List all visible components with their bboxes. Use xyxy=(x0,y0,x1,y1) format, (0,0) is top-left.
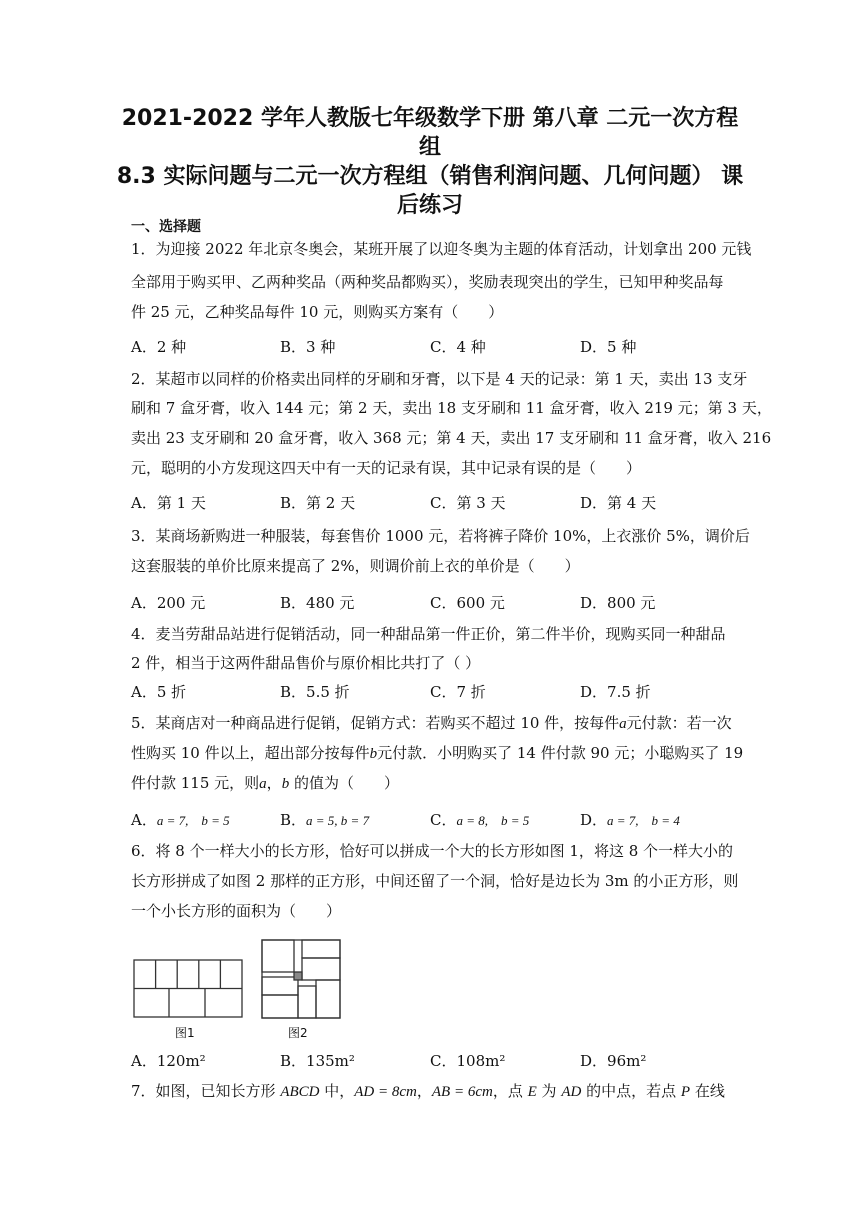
q4-line2: 2 件，相当于这两件甜品售价与原价相比共打了（ ） xyxy=(131,654,481,672)
worksheet-title-line3: 8.3 实际问题与二元一次方程组（销售利润问题、几何问题） 课 xyxy=(116,164,744,189)
q1-line3: 件 25 元，乙种奖品每件 10 元，则购买方案有（ ） xyxy=(131,303,504,321)
q2-option-b: B．第 2 天 xyxy=(280,494,356,512)
figure1-rectangle-diagram xyxy=(133,959,243,1018)
q1-line1: 1．为迎接 2022 年北京冬奥会，某班开展了以迎冬奥为主题的体育活动，计划拿出 200 元钱 xyxy=(131,240,752,258)
q5-option-d xyxy=(580,810,680,831)
q6-option-b: B．135m² xyxy=(280,1052,355,1070)
q7-text-6: 在线 xyxy=(690,1082,725,1100)
q5-line2-text-a: 性购买 10 件以上，超出部分按每件 xyxy=(131,744,370,762)
q5-option-d-math: a = 7, b = 4 xyxy=(607,813,680,828)
q5-var-a: a xyxy=(619,716,627,732)
q5-option-d-label: D． xyxy=(580,811,608,829)
q5-var-b: b xyxy=(369,746,378,762)
q6-line2: 长方形拼成了如图 2 那样的正方形，中间还留了一个洞，恰好是边长为 3m 的小正方形，则 xyxy=(131,872,739,890)
q7-text-3: ，点 xyxy=(492,1082,528,1100)
q2-option-d: D．第 4 天 xyxy=(580,494,657,512)
q6-option-c: C．108m² xyxy=(430,1052,506,1070)
q2-option-c: C．第 3 天 xyxy=(430,494,506,512)
q5-line1 xyxy=(131,713,732,734)
q4-option-c: C．7 折 xyxy=(430,683,486,701)
q5-line3-text-c: 的值为（ ） xyxy=(289,774,399,792)
q4-option-b: B．5.5 折 xyxy=(280,683,350,701)
q5-option-c xyxy=(430,810,529,831)
q5-option-a xyxy=(131,810,230,831)
q5-line3 xyxy=(131,773,399,794)
q7-text-2: 中， xyxy=(319,1082,355,1100)
q5-option-a-label: A． xyxy=(131,811,157,829)
worksheet-title-line1: 2021-2022 学年人教版七年级数学下册 第八章 二元一次方程 xyxy=(121,106,739,131)
q3-option-a: A．200 元 xyxy=(131,594,206,612)
q1-option-b: B．3 种 xyxy=(280,338,336,356)
q7-text-1: 7．如图，已知长方形 xyxy=(131,1082,281,1100)
q5-option-b xyxy=(280,810,369,831)
q5-option-c-math: a = 8, b = 5 xyxy=(456,813,530,828)
q2-option-a: A．第 1 天 xyxy=(131,494,206,512)
q5-option-b-label: B． xyxy=(280,811,307,829)
q2-line4: 元，聪明的小方发现这四天中有一天的记录有误，其中记录有误的是（ ） xyxy=(131,459,642,477)
q7-rect-name: ABCD xyxy=(280,1084,320,1100)
q1-line2: 全部用于购买甲、乙两种奖品（两种奖品都购买），奖励表现突出的学生，已知甲种奖品每 xyxy=(131,273,724,291)
q7-ad-length: AD = 8cm xyxy=(354,1084,417,1100)
q4-option-d: D．7.5 折 xyxy=(580,683,651,701)
q5-line3-text-a: 件付款 115 元，则 xyxy=(131,774,260,792)
figure2-square-diagram xyxy=(261,939,341,1019)
q2-line3: 卖出 23 支牙刷和 20 盒牙膏，收入 368 元；第 4 天，卖出 17 支牙刷和 11 盒牙膏，收入 216 xyxy=(131,429,772,447)
q5-var-b-2: b xyxy=(281,776,290,792)
q1-option-d: D．5 种 xyxy=(580,338,637,356)
q5-option-a-math: a = 7, b = 5 xyxy=(156,813,230,828)
q7-text-5: 的中点，若点 xyxy=(581,1082,681,1100)
q6-line1: 6．将 8 个一样大小的长方形，恰好可以拼成一个大的长方形如图 1，将这 8 个一样大小的 xyxy=(131,842,734,860)
worksheet-title-line2: 组 xyxy=(418,135,441,160)
q5-line3-sep: ， xyxy=(266,774,282,792)
figure2-caption: 图2 xyxy=(288,1026,308,1040)
q7-ab-length: AB = 6cm xyxy=(431,1084,493,1100)
q5-line2-text-b: 元付款．小明购买了 14 件付款 90 元；小聪购买了 19 xyxy=(377,744,744,762)
q5-option-c-label: C． xyxy=(430,811,457,829)
q5-line2 xyxy=(131,743,743,764)
q6-option-d: D．96m² xyxy=(580,1052,647,1070)
q2-line1: 2．某超市以同样的价格卖出同样的牙刷和牙膏，以下是 4 天的记录：第 1 天，卖出 13 支牙 xyxy=(131,370,748,388)
q7-sep: ， xyxy=(416,1082,432,1100)
q6-line3: 一个小长方形的面积为（ ） xyxy=(131,902,342,920)
q1-option-c: C．4 种 xyxy=(430,338,486,356)
q4-option-a: A．5 折 xyxy=(131,683,187,701)
q7-segment-ad: AD xyxy=(561,1084,582,1100)
q3-option-c: C．600 元 xyxy=(430,594,505,612)
q7-point-p: P xyxy=(680,1084,691,1100)
q4-line1: 4．麦当劳甜品站进行促销活动，同一种甜品第一件正价，第二件半价，现购买同一种甜品 xyxy=(131,625,726,643)
q7-text-4: 为 xyxy=(536,1082,562,1100)
q2-line2: 刷和 7 盒牙膏，收入 144 元；第 2 天，卖出 18 支牙刷和 11 盒牙膏，收入 219 元；第 3 天， xyxy=(131,399,772,417)
q3-line1: 3．某商场新购进一种服装，每套售价 1000 元，若将裤子降价 10%，上衣涨价 5%，调价后 xyxy=(131,527,750,545)
q7-line1 xyxy=(131,1081,725,1102)
q5-option-b-math: a = 5, b = 7 xyxy=(306,813,370,828)
q3-line2: 这套服装的单价比原来提高了 2%，则调价前上衣的单价是（ ） xyxy=(131,557,580,575)
q1-option-a: A．2 种 xyxy=(131,338,187,356)
q7-point-e: E xyxy=(527,1084,537,1100)
q5-line1-text-b: 元付款：若一次 xyxy=(626,714,732,732)
q3-option-b: B．480 元 xyxy=(280,594,355,612)
q3-option-d: D．800 元 xyxy=(580,594,656,612)
figure1-caption: 图1 xyxy=(175,1026,195,1040)
q6-option-a: A．120m² xyxy=(131,1052,206,1070)
q5-line1-text-a: 5．某商店对一种商品进行促销，促销方式：若购买不超过 10 件，按每件 xyxy=(131,714,620,732)
worksheet-title-line4: 后练习 xyxy=(396,193,463,218)
q5-var-a-2: a xyxy=(259,776,267,792)
section-heading: 一、选择题 xyxy=(131,219,201,235)
